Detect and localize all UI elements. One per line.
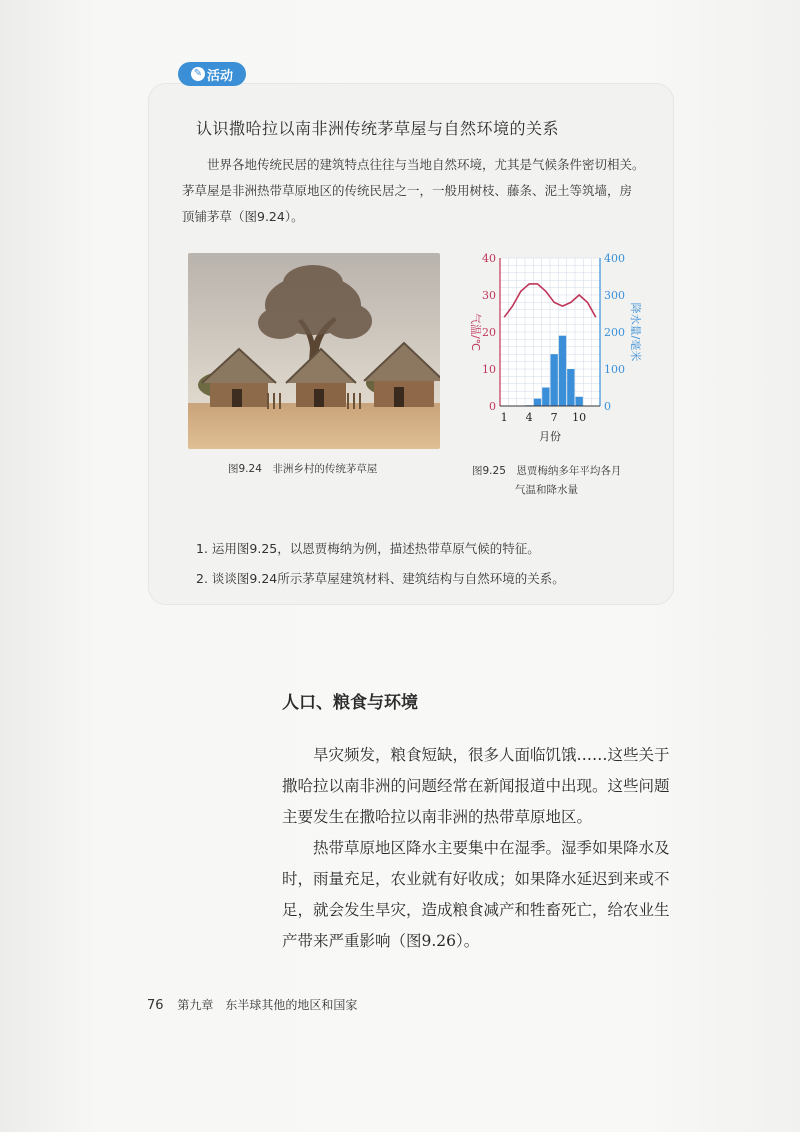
chapter-title: 第九章 东半球其他的地区和国家 xyxy=(177,998,358,1012)
body-line: 时，雨量充足，农业就有好收成；如果降水延迟到来或不 xyxy=(282,870,670,888)
intro-line: 世界各地传统民居的建筑特点往往与当地自然环境，尤其是气候条件密切相关。 xyxy=(207,157,645,172)
huts-illustration xyxy=(188,253,440,449)
precipitation-bar xyxy=(551,354,558,406)
precipitation-axis-label: 降水量/毫米 xyxy=(629,302,642,362)
precipitation-bar xyxy=(542,388,549,407)
section-body xyxy=(282,740,692,957)
temperature-tick-label: 20 xyxy=(482,326,496,339)
precipitation-bar xyxy=(559,336,566,406)
activity-title: 认识撒哈拉以南非洲传统茅草屋与自然环境的关系 xyxy=(196,119,560,138)
x-tick-label: 7 xyxy=(550,411,558,424)
figure-9-24-caption: 图9.24 非洲乡村的传统茅草屋 xyxy=(228,463,378,475)
body-line: 产带来严重影响（图9.26）。 xyxy=(282,932,480,950)
page-number: 76 xyxy=(147,998,164,1013)
question-1: 1. 运用图9.25，以恩贾梅纳为例，描述热带草原气候的特征。 xyxy=(196,541,540,556)
section-title: 人口、粮食与环境 xyxy=(282,693,418,713)
figure-9-25-caption-line1: 图9.25 恩贾梅纳多年平均各月 xyxy=(472,465,622,477)
intro-line: 茅草屋是非洲热带草原地区的传统民居之一，一般用树枝、藤条、泥土等筑墙，房 xyxy=(182,183,633,198)
temperature-tick-label: 40 xyxy=(482,252,496,265)
body-line: 热带草原地区降水主要集中在湿季。湿季如果降水及 xyxy=(313,839,670,857)
body-line: 撒哈拉以南非洲的问题经常在新闻报道中出现。这些问题 xyxy=(282,777,670,795)
precipitation-tick-label: 400 xyxy=(604,252,625,265)
x-tick-label: 1 xyxy=(500,411,508,424)
x-axis-label: 月份 xyxy=(539,430,561,443)
precipitation-tick-label: 200 xyxy=(604,326,625,339)
x-tick-label: 4 xyxy=(525,411,533,424)
body-line: 足，就会发生旱灾，造成粮食减产和牲畜死亡，给农业生 xyxy=(282,901,670,919)
precipitation-tick-label: 100 xyxy=(604,363,625,376)
body-line: 主要发生在撒哈拉以南非洲的热带草原地区。 xyxy=(282,808,593,826)
temperature-axis-label: 气温/℃ xyxy=(469,312,482,352)
chart-grid xyxy=(500,258,600,406)
thatched-huts-photo xyxy=(188,253,440,449)
body-line: 旱灾频发，粮食短缺，很多人面临饥饿……这些关于 xyxy=(313,746,670,764)
question-2: 2. 谈谈图9.24所示茅草屋建筑材料、建筑结构与自然环境的关系。 xyxy=(196,571,565,586)
x-tick-label: 10 xyxy=(572,411,587,424)
temperature-tick-label: 0 xyxy=(489,400,496,413)
pencil-icon: ✎ xyxy=(191,67,205,81)
activity-badge xyxy=(178,62,246,86)
activity-questions xyxy=(196,534,656,594)
precipitation-bar xyxy=(576,397,583,406)
figure-9-25-caption-line2: 气温和降水量 xyxy=(515,484,578,496)
intro-line: 顶铺茅草（图9.24）。 xyxy=(182,209,304,224)
precipitation-tick-label: 0 xyxy=(604,400,611,413)
page-footer xyxy=(147,996,357,1013)
precipitation-tick-label: 300 xyxy=(604,289,625,302)
activity-intro xyxy=(182,152,658,230)
precipitation-bar xyxy=(567,369,574,406)
climate-chart xyxy=(450,246,650,456)
temperature-tick-label: 10 xyxy=(482,363,496,376)
activity-badge-label: 活动 xyxy=(206,68,233,84)
precipitation-bar xyxy=(534,399,541,406)
temperature-tick-label: 30 xyxy=(482,289,496,302)
